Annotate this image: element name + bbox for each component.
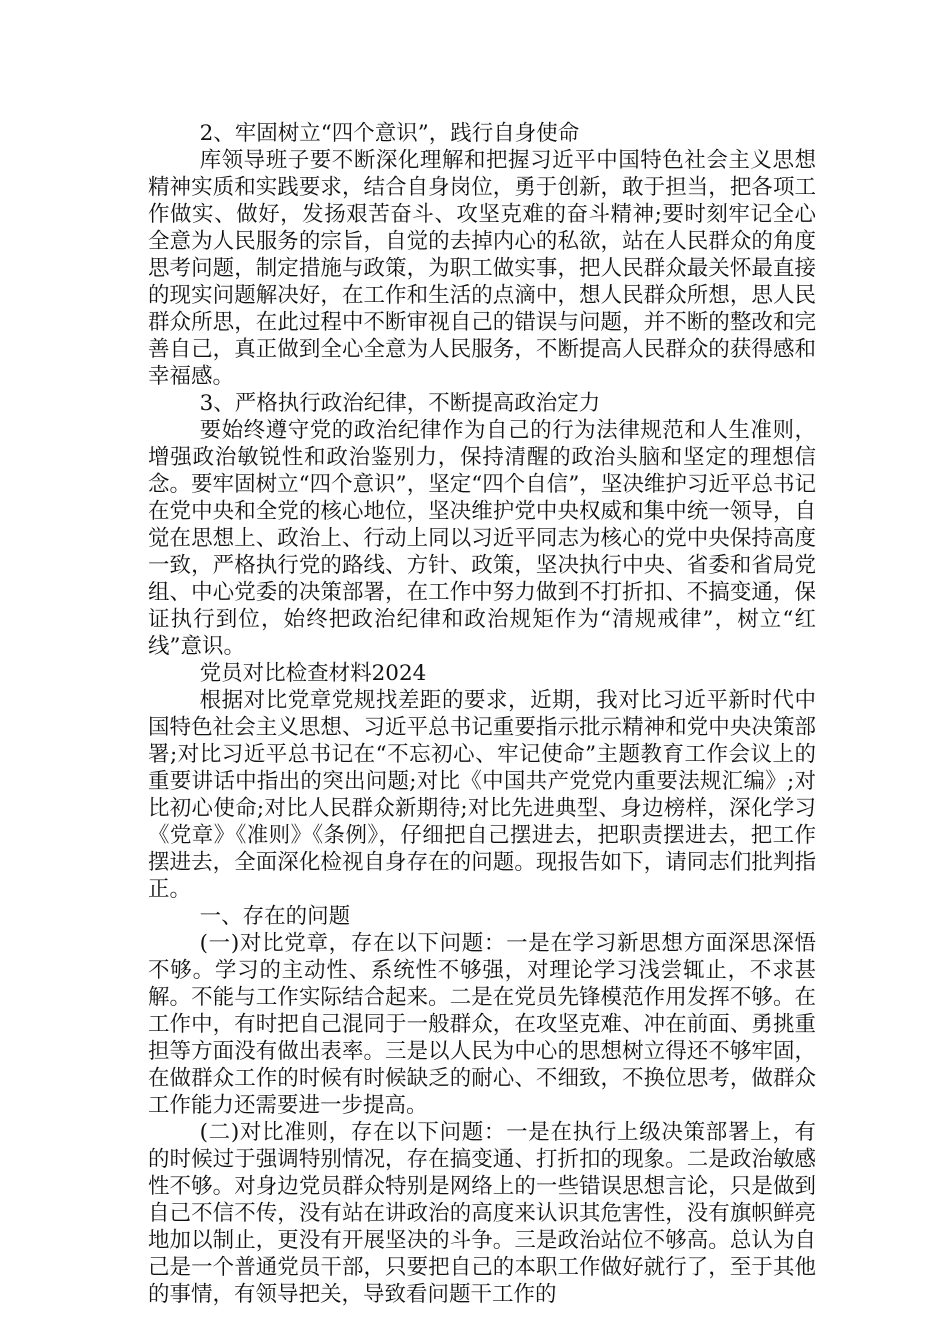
paragraph-body: (二)对比准则，存在以下问题：一是在执行上级决策部署上，有的时候过于强调特别情况，存在搞变通、打折扣的现象。二是政治敏感性不够。对身边党员群众特别是网络上的一些错误思想言论，只是做到自己不信不传，没有站在讲政治的高度来认识其危害性，没有旗帜鲜亮地加以制止，更没有开展坚决的斗争。三是政治站位不够高。总认为自己是一个普通党员干部，只要把自己的本职工作做好就行了，至于其他的事情，有领导把关，导致看问题干工作的 <box>148 1120 816 1307</box>
document-title: 党员对比检查材料2024 <box>199 661 427 686</box>
paragraph-body: 库领导班子要不断深化理解和把握习近平中国特色社会主义思想精神实质和实践要求，结合自身岗位，勇于创新，敢于担当，把各项工作做实、做好，发扬艰苦奋斗、攻坚克难的奋斗精神;要时刻牢记全心全意为人民服务的宗旨，自觉的去掉内心的私欲，站在人民群众的角度思考问题，制定措施与政策，为职工做实事，把人民群众最关怀最直接的现实问题解决好，在工作和生活的点滴中，想人民群众所想，思人民群众所思，在此过程中不断审视自己的错误与问题，并不断的整改和完善自己，真正做到全心全意为人民服务，不断提高人民群众的获得感和幸福感。 <box>148 148 816 389</box>
section-heading-2: 2、牢固树立“四个意识”，践行自身使命 <box>199 121 580 146</box>
document-page <box>148 120 816 1308</box>
section-heading-3: 3、严格执行政治纪律，不断提高政治定力 <box>199 391 601 416</box>
paragraph-body: 要始终遵守党的政治纪律作为自己的行为法律规范和人生准则，增强政治敏锐性和政治鉴别力，保持清醒的政治头脑和坚定的理想信念。要牢固树立“四个意识”，坚定“四个自信”，坚决维护习近平总书记在党中央和全党的核心地位，坚决维护党中央权威和集中统一领导，自觉在思想上、政治上、行动上同以习近平同志为核心的党中央保持高度一致，严格执行党的路线、方针、政策，坚决执行中央、省委和省局党组、中心党委的决策部署，在工作中努力做到不打折扣、不搞变通，保证执行到位，始终把政治纪律和政治规矩作为“清规戒律”，树立“红线”意识。 <box>148 418 816 659</box>
paragraph-body: (一)对比党章，存在以下问题：一是在学习新思想方面深思深悟不够。学习的主动性、系统性不够强，对理论学习浅尝辄止，不求甚解。不能与工作实际结合起来。二是在党员先锋模范作用发挥不够。在工作中，有时把自己混同于一般群众，在攻坚克难、冲在前面、勇挑重担等方面没有做出表率。三是以人民为中心的思想树立得还不够牢固，在做群众工作的时候有时候缺乏的耐心、不细致，不换位思考，做群众工作能力还需要进一步提高。 <box>148 931 816 1118</box>
section-heading-problems: 一、存在的问题 <box>199 904 351 929</box>
paragraph-body: 根据对比党章党规找差距的要求，近期，我对比习近平新时代中国特色社会主义思想、习近平总书记重要指示批示精神和党中央决策部署;对比习近平总书记在“不忘初心、牢记使命”主题教育工作会议上的重要讲话中指出的突出问题;对比《中国共产党党内重要法规汇编》;对比初心使命;对比人民群众新期待;对比先进典型、身边榜样，深化学习《党章》《准则》《条例》，仔细把自己摆进去，把职责摆进去，把工作摆进去，全面深化检视自身存在的问题。现报告如下，请同志们批判指正。 <box>148 688 816 902</box>
